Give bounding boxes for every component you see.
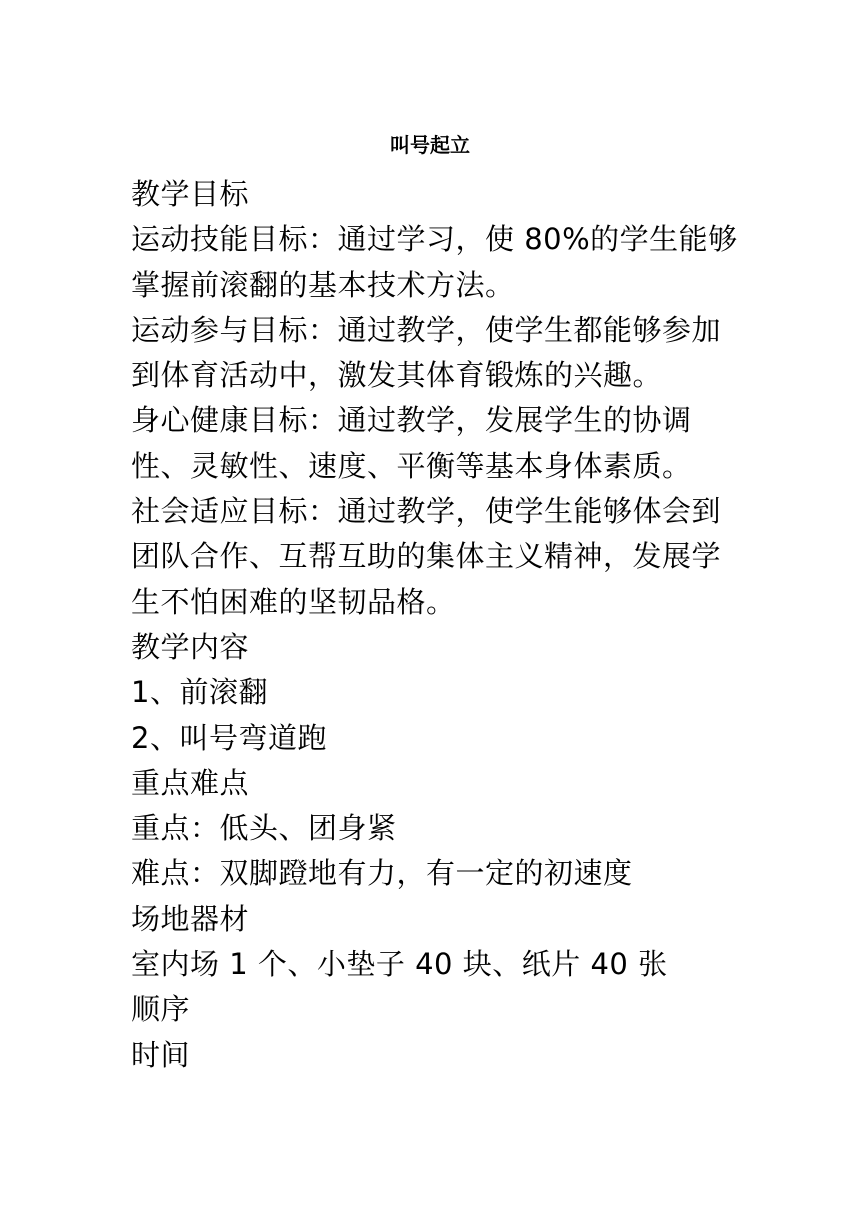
document-title: 叫号起立 xyxy=(390,133,470,157)
paragraph-participation-goal: 运动参与目标：通过教学，使学生都能够参加到体育活动中，激发其体育锻炼的兴趣。 xyxy=(131,312,722,393)
paragraph-motor-skill-goal: 运动技能目标：通过学习，使 80%的学生能够掌握前滚翻的基本技术方法。 xyxy=(131,222,738,302)
paragraph-social-goal: 社会适应目标：通过教学，使学生能够体会到团队合作、互帮互助的集体主义精神，发展学生不怕困难的坚韧品格。 xyxy=(131,494,722,619)
heading-teaching-goals: 教学目标 xyxy=(131,177,250,211)
content-item-1: 1、前滚翻 xyxy=(131,675,268,710)
heading-key-points: 重点难点 xyxy=(131,765,250,800)
equipment-text: 室内场 1 个、小垫子 40 块、纸片 40 张 xyxy=(131,947,668,982)
heading-teaching-content: 教学内容 xyxy=(131,629,250,664)
key-point-text: 重点：低头、团身紧 xyxy=(131,811,397,846)
content-item-2: 2、叫号弯道跑 xyxy=(131,720,327,755)
heading-order: 顺序 xyxy=(131,992,191,1027)
document-body xyxy=(131,172,741,1078)
heading-equipment: 场地器材 xyxy=(131,901,250,936)
difficulty-text: 难点：双脚蹬地有力，有一定的初速度 xyxy=(131,856,633,891)
paragraph-health-goal: 身心健康目标：通过教学，发展学生的协调性、灵敏性、速度、平衡等基本身体素质。 xyxy=(131,403,692,483)
heading-time: 时间 xyxy=(131,1037,191,1072)
